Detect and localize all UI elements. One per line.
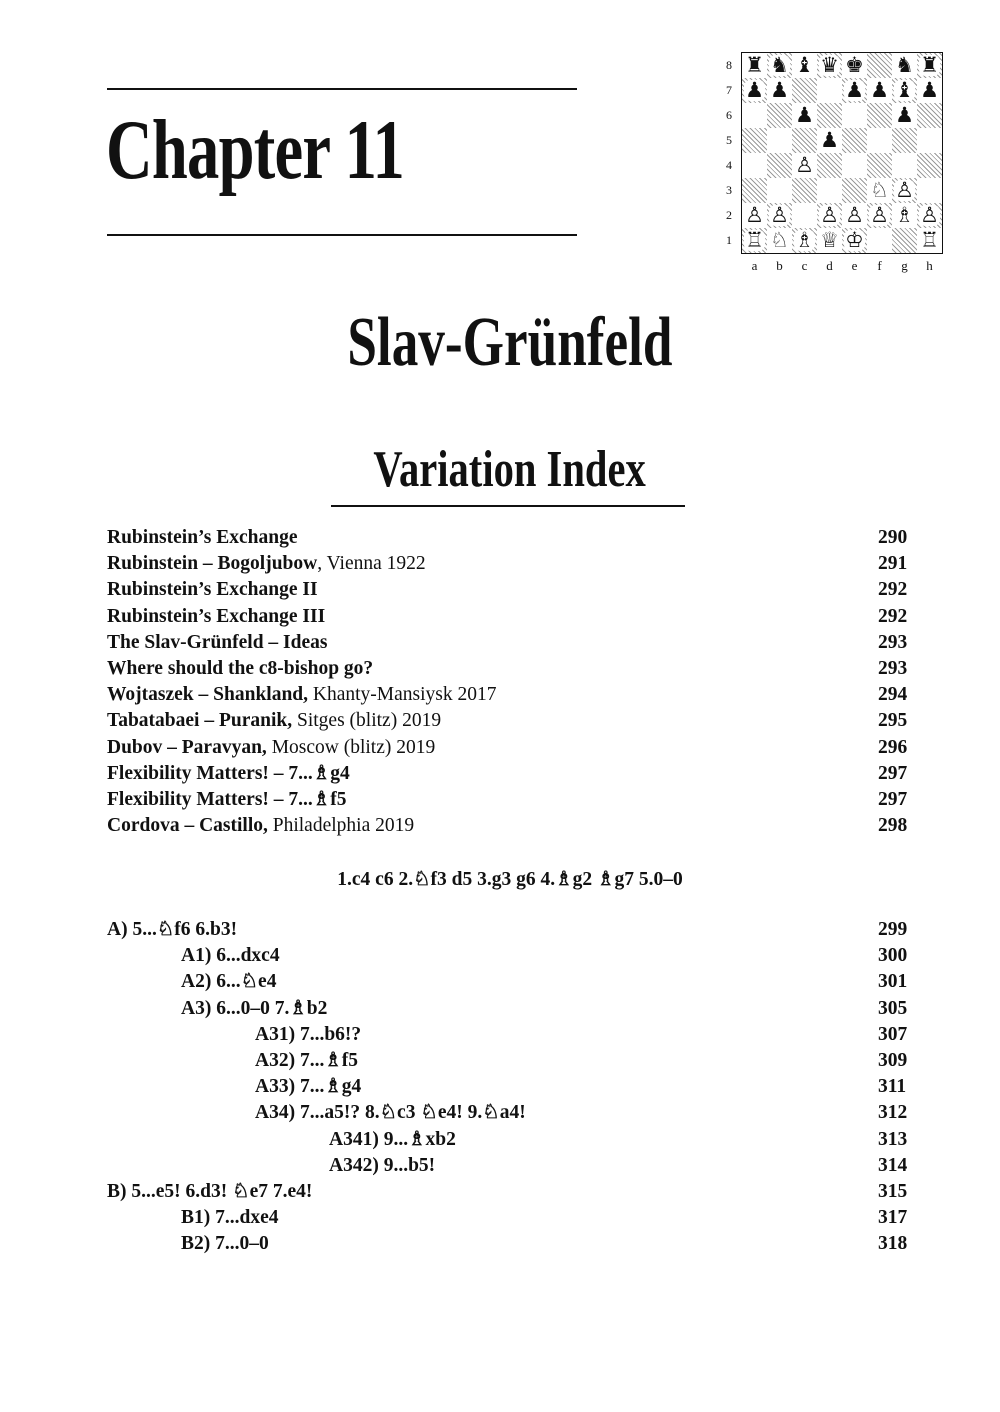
variation-label: A3) 6...0–0 7.♗b2	[181, 997, 328, 1019]
chess-piece-icon: ♔	[845, 228, 864, 252]
index-heading	[0, 441, 1000, 498]
chess-piece-icon: ♙	[770, 203, 789, 227]
variation-label: A33) 7...♗g4	[255, 1076, 362, 1098]
index-entry-page: 297	[878, 762, 908, 784]
chapter-rule-top	[107, 88, 577, 90]
variation-entry	[329, 1153, 918, 1179]
square-b1	[767, 228, 792, 253]
index-entry	[107, 708, 917, 734]
square-e1	[842, 228, 867, 253]
index-entry-page: 294	[878, 684, 908, 706]
variation-label: A342) 9...b5!	[329, 1154, 436, 1176]
index-entry-page: 293	[878, 631, 908, 653]
index-entry	[107, 682, 917, 708]
square-a1	[742, 228, 767, 253]
opening-title-text: Slav-Grünfeld	[347, 304, 673, 381]
chess-piece-icon: ♞	[895, 53, 914, 77]
rank-label: 2	[726, 208, 732, 222]
index-entry-event: Philadelphia 2019	[267, 815, 415, 837]
square-d7	[817, 78, 842, 103]
square-a8	[742, 53, 767, 78]
chess-piece-icon: ♛	[820, 53, 839, 77]
index-entry-page: 298	[878, 815, 908, 837]
chess-diagram	[722, 50, 948, 275]
square-b3	[767, 178, 792, 203]
chess-piece-icon: ♚	[845, 53, 864, 77]
square-b5	[767, 128, 792, 153]
square-h8	[917, 53, 942, 78]
variation-entry	[107, 1179, 918, 1205]
chess-piece-icon: ♙	[820, 203, 839, 227]
variation-entry	[181, 1231, 918, 1257]
variation-page: 312	[878, 1102, 908, 1124]
main-line-moves: 1.c4 c6 2.♘f3 d5 3.g3 g6 4.♗g2 ♗g7 5.0–0	[337, 869, 683, 890]
index-entry-title	[107, 551, 426, 577]
square-f4	[867, 153, 892, 178]
index-entry	[107, 577, 917, 603]
square-a6	[742, 103, 767, 128]
chess-piece-icon: ♖	[745, 228, 764, 252]
rank-label: 5	[726, 133, 732, 147]
chess-piece-icon: ♙	[920, 203, 939, 227]
file-label: a	[751, 258, 758, 273]
chapter-title: Chapter 11	[106, 103, 405, 197]
chess-piece-icon: ♘	[870, 178, 889, 202]
index-entry-title	[107, 604, 325, 630]
square-d8	[817, 53, 842, 78]
square-e7	[842, 78, 867, 103]
square-d4	[817, 153, 842, 178]
square-f7	[867, 78, 892, 103]
index-entry-title	[107, 787, 347, 813]
index-entry-bold: Flexibility Matters! – 7...♗f5	[107, 789, 347, 810]
variation-label: A) 5...♘f6 6.b3!	[107, 919, 238, 940]
square-c2	[792, 203, 817, 228]
index-entry-bold: Wojtaszek – Shankland,	[107, 684, 309, 706]
variation-page: 314	[878, 1154, 908, 1176]
variation-label: B) 5...e5! 6.d3! ♘e7 7.e4!	[107, 1181, 313, 1202]
variation-label: A2) 6...♘e4	[181, 971, 277, 993]
square-a4	[742, 153, 767, 178]
variation-label: A34) 7...a5!? 8.♘c3 ♘e4! 9.♘a4!	[255, 1102, 526, 1124]
index-entry	[107, 813, 917, 839]
index-heading-text: Variation Index	[373, 441, 647, 498]
square-a3	[742, 178, 767, 203]
opening-title	[0, 304, 1000, 381]
chess-piece-icon: ♟	[770, 78, 789, 102]
chess-piece-icon: ♟	[845, 78, 864, 102]
index-entry-page: 290	[878, 527, 908, 548]
index-entry-title	[107, 682, 497, 708]
variation-page: 300	[878, 945, 908, 967]
rank-label: 7	[726, 83, 732, 97]
index-entry-title	[107, 656, 373, 682]
variation-page: 311	[878, 1076, 907, 1098]
file-label: h	[926, 258, 933, 273]
chapter-rule-bottom	[107, 234, 577, 236]
variation-label: A31) 7...b6!?	[255, 1023, 362, 1045]
index-entry-page: 296	[878, 736, 908, 758]
square-b4	[767, 153, 792, 178]
file-label: b	[776, 258, 783, 273]
variation-entry	[255, 1074, 918, 1100]
chess-piece-icon: ♙	[870, 203, 889, 227]
variation-page: 313	[878, 1128, 908, 1150]
variation-label: A1) 6...dxc4	[181, 945, 280, 967]
square-g7	[892, 78, 917, 103]
variation-entry	[329, 1127, 918, 1153]
square-c4	[792, 153, 817, 178]
index-entry-bold: Dubov – Paravyan,	[107, 736, 267, 758]
variation-page: 301	[878, 971, 908, 993]
square-h2	[917, 203, 942, 228]
square-f6	[867, 103, 892, 128]
square-g1	[892, 228, 917, 253]
file-label: d	[826, 258, 833, 273]
index-entry	[107, 787, 917, 813]
variation-entry	[255, 1100, 918, 1126]
square-g5	[892, 128, 917, 153]
chess-piece-icon: ♞	[770, 53, 789, 77]
chess-board	[741, 52, 943, 254]
index-entry-event: Khanty-Mansiysk 2017	[308, 684, 497, 706]
rank-label: 6	[726, 108, 732, 122]
square-c8	[792, 53, 817, 78]
square-a2	[742, 203, 767, 228]
index-entry	[107, 551, 917, 577]
square-f2	[867, 203, 892, 228]
chess-piece-icon: ♗	[795, 228, 814, 252]
square-b6	[767, 103, 792, 128]
file-label: g	[901, 258, 908, 273]
square-c6	[792, 103, 817, 128]
square-f8	[867, 53, 892, 78]
index-entry-event: , Vienna 1922	[317, 553, 426, 575]
index-entry-title	[107, 630, 328, 656]
index-entry-title	[107, 708, 441, 734]
index-entry	[107, 761, 917, 787]
square-c3	[792, 178, 817, 203]
chess-piece-icon: ♟	[920, 78, 939, 102]
chess-piece-icon: ♙	[795, 153, 814, 177]
rank-label: 3	[726, 183, 732, 197]
chess-piece-icon: ♟	[895, 103, 914, 127]
variation-entry	[181, 943, 918, 969]
rank-label: 4	[726, 158, 732, 172]
index-entry-page: 297	[878, 789, 908, 810]
square-e3	[842, 178, 867, 203]
rank-label: 8	[726, 58, 732, 72]
square-h5	[917, 128, 942, 153]
square-g4	[892, 153, 917, 178]
index-entry-bold: Cordova – Castillo,	[107, 815, 268, 837]
index-entry	[107, 604, 917, 630]
square-h3	[917, 178, 942, 203]
square-g3	[892, 178, 917, 203]
chess-piece-icon: ♟	[795, 103, 814, 127]
variation-entry	[107, 917, 918, 943]
index-entry-event: Sitges (blitz) 2019	[292, 710, 442, 732]
square-c1	[792, 228, 817, 253]
square-d1	[817, 228, 842, 253]
square-e8	[842, 53, 867, 78]
index-entry-bold: Flexibility Matters! – 7...♗g4	[107, 762, 350, 784]
variation-label: A341) 9...♗xb2	[329, 1128, 456, 1150]
index-entry-title	[107, 577, 318, 603]
variation-label: B2) 7...0–0	[181, 1233, 269, 1255]
variation-entry	[181, 1205, 918, 1231]
chess-piece-icon: ♗	[895, 203, 914, 227]
square-h7	[917, 78, 942, 103]
variation-entry	[255, 1048, 918, 1074]
square-d5	[817, 128, 842, 153]
index-entry-bold: Where should the c8-bishop go?	[107, 658, 374, 679]
variation-page: 307	[878, 1023, 908, 1045]
square-g6	[892, 103, 917, 128]
variation-page: 309	[878, 1050, 908, 1071]
file-label: e	[851, 258, 858, 273]
index-entry-page: 293	[878, 658, 908, 679]
variation-page: 318	[878, 1233, 908, 1255]
variation-page: 315	[878, 1181, 908, 1202]
variation-label: A32) 7...♗f5	[255, 1050, 359, 1071]
chess-piece-icon: ♜	[920, 53, 939, 77]
rank-label: 1	[726, 233, 732, 247]
file-label: c	[801, 258, 808, 273]
variation-page: 317	[878, 1207, 908, 1229]
square-f1	[867, 228, 892, 253]
chess-piece-icon: ♘	[770, 228, 789, 252]
index-heading-rule	[331, 505, 685, 507]
index-entry-page: 295	[878, 710, 908, 732]
index-entry	[107, 656, 917, 682]
index-entry-page: 292	[878, 605, 908, 627]
square-d2	[817, 203, 842, 228]
square-b8	[767, 53, 792, 78]
index-entry-bold: Rubinstein’s Exchange II	[107, 579, 318, 601]
index-entry-bold: Rubinstein’s Exchange	[107, 527, 298, 548]
chess-piece-icon: ♟	[820, 128, 839, 152]
variation-entry	[181, 969, 918, 995]
index-entry-title	[107, 525, 298, 551]
chess-piece-icon: ♜	[745, 53, 764, 77]
square-g8	[892, 53, 917, 78]
variation-entry	[255, 1022, 918, 1048]
chess-piece-icon: ♝	[795, 53, 814, 77]
variation-label: B1) 7...dxe4	[181, 1207, 279, 1229]
index-entry-page: 292	[878, 579, 908, 601]
variation-page: 299	[878, 919, 908, 940]
square-c7	[792, 78, 817, 103]
index-entry-bold: Rubinstein – Bogoljubow	[107, 553, 318, 575]
index-entry	[107, 630, 917, 656]
square-b7	[767, 78, 792, 103]
chess-piece-icon: ♕	[820, 228, 839, 252]
square-b2	[767, 203, 792, 228]
square-a5	[742, 128, 767, 153]
index-entry-bold: Tabatabaei – Puranik,	[107, 710, 293, 732]
square-e4	[842, 153, 867, 178]
file-label: f	[877, 258, 882, 273]
square-h6	[917, 103, 942, 128]
square-e5	[842, 128, 867, 153]
chess-piece-icon: ♝	[895, 78, 914, 102]
square-g2	[892, 203, 917, 228]
square-d3	[817, 178, 842, 203]
index-entry-page: 291	[878, 553, 908, 575]
index-entry-title	[107, 761, 350, 787]
index-entry	[107, 525, 917, 551]
index-entry-event: Moscow (blitz) 2019	[266, 736, 436, 758]
index-entry-bold: The Slav-Grünfeld – Ideas	[107, 631, 328, 653]
square-e6	[842, 103, 867, 128]
square-d6	[817, 103, 842, 128]
square-h1	[917, 228, 942, 253]
square-f5	[867, 128, 892, 153]
chess-piece-icon: ♟	[870, 78, 889, 102]
square-h4	[917, 153, 942, 178]
chess-piece-icon: ♙	[845, 203, 864, 227]
chess-piece-icon: ♖	[920, 228, 939, 252]
square-f3	[867, 178, 892, 203]
chess-piece-icon: ♟	[745, 78, 764, 102]
square-e2	[842, 203, 867, 228]
index-entry-title	[107, 813, 414, 839]
square-c5	[792, 128, 817, 153]
index-entry	[107, 735, 917, 761]
square-a7	[742, 78, 767, 103]
index-entry-bold: Rubinstein’s Exchange III	[107, 605, 326, 627]
variation-entry	[181, 996, 918, 1022]
variation-page: 305	[878, 997, 908, 1019]
chess-piece-icon: ♙	[895, 178, 914, 202]
index-entry-title	[107, 735, 435, 761]
chess-piece-icon: ♙	[745, 203, 764, 227]
